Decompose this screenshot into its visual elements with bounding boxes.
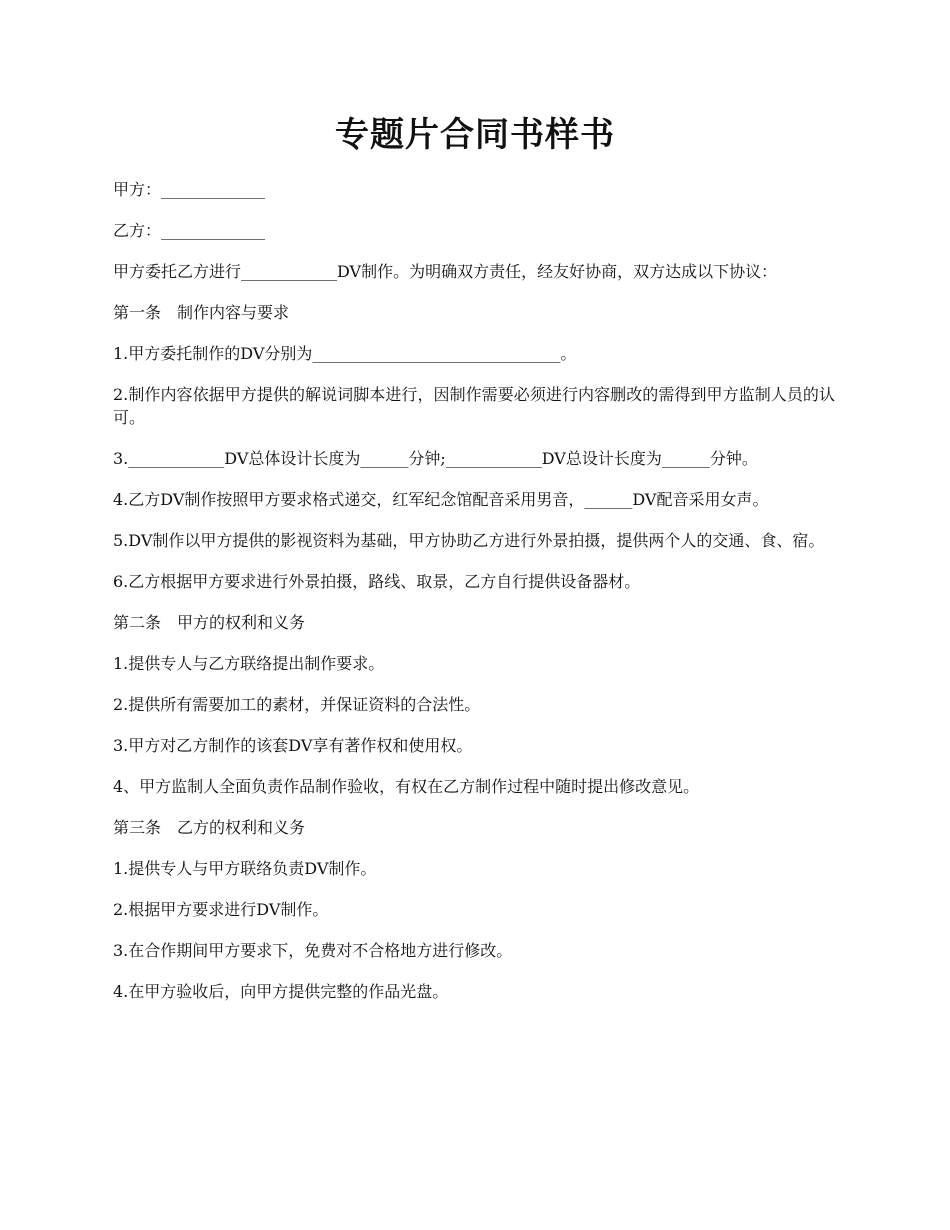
article-2-item-4: 4、甲方监制人全面负责作品制作验收，有权在乙方制作过程中随时提出修改意见。 — [113, 777, 700, 796]
party-b-line: 乙方：_____________ — [113, 221, 266, 240]
article-3-heading: 第三条 乙方的权利和义务 — [113, 818, 306, 837]
article-2-item-3: 3.甲方对乙方制作的该套DV享有著作权和使用权。 — [113, 736, 473, 755]
article-2-item-1: 1.提供专人与乙方联络提出制作要求。 — [113, 654, 385, 673]
article-1-heading: 第一条 制作内容与要求 — [113, 303, 290, 322]
article-3-item-4: 4.在甲方验收后，向甲方提供完整的作品光盘。 — [113, 982, 449, 1001]
article-2-item-2: 2.提供所有需要加工的素材，并保证资料的合法性。 — [113, 695, 481, 714]
article-3-item-3: 3.在合作期间甲方要求下，免费对不合格地方进行修改。 — [113, 941, 513, 960]
article-3-item-2: 2.根据甲方要求进行DV制作。 — [113, 900, 329, 919]
party-a-line: 甲方：_____________ — [113, 180, 266, 199]
article-3-item-1: 1.提供专人与甲方联络负责DV制作。 — [113, 859, 377, 878]
article-2-heading: 第二条 甲方的权利和义务 — [113, 613, 306, 632]
article-1-item-6: 6.乙方根据甲方要求进行外景拍摄，路线、取景，乙方自行提供设备器材。 — [113, 572, 641, 591]
document-title: 专题片合同书样书 — [335, 115, 615, 155]
intro-paragraph: 甲方委托乙方进行____________DV制作。为明确双方责任，经友好协商，双方达成以下协议： — [113, 262, 778, 281]
article-1-item-5: 5.DV制作以甲方提供的影视资料为基础，甲方协助乙方进行外景拍摄，提供两个人的交通、食、宿。 — [113, 531, 825, 550]
document-body — [113, 178, 835, 1021]
article-1-item-2: 2.制作内容依据甲方提供的解说词脚本进行，因制作需要必须进行内容删改的需得到甲方监制人员的认可。 — [113, 385, 835, 427]
article-1-item-4: 4.乙方DV制作按照甲方要求格式递交，红军纪念馆配音采用男音，______DV配音采用女声。 — [113, 490, 769, 509]
article-1-item-3: 3.____________DV总体设计长度为______分钟;____________DV总设计长度为______分钟。 — [113, 449, 758, 468]
article-1-item-1: 1.甲方委托制作的DV分别为_______________________________。 — [113, 344, 577, 363]
